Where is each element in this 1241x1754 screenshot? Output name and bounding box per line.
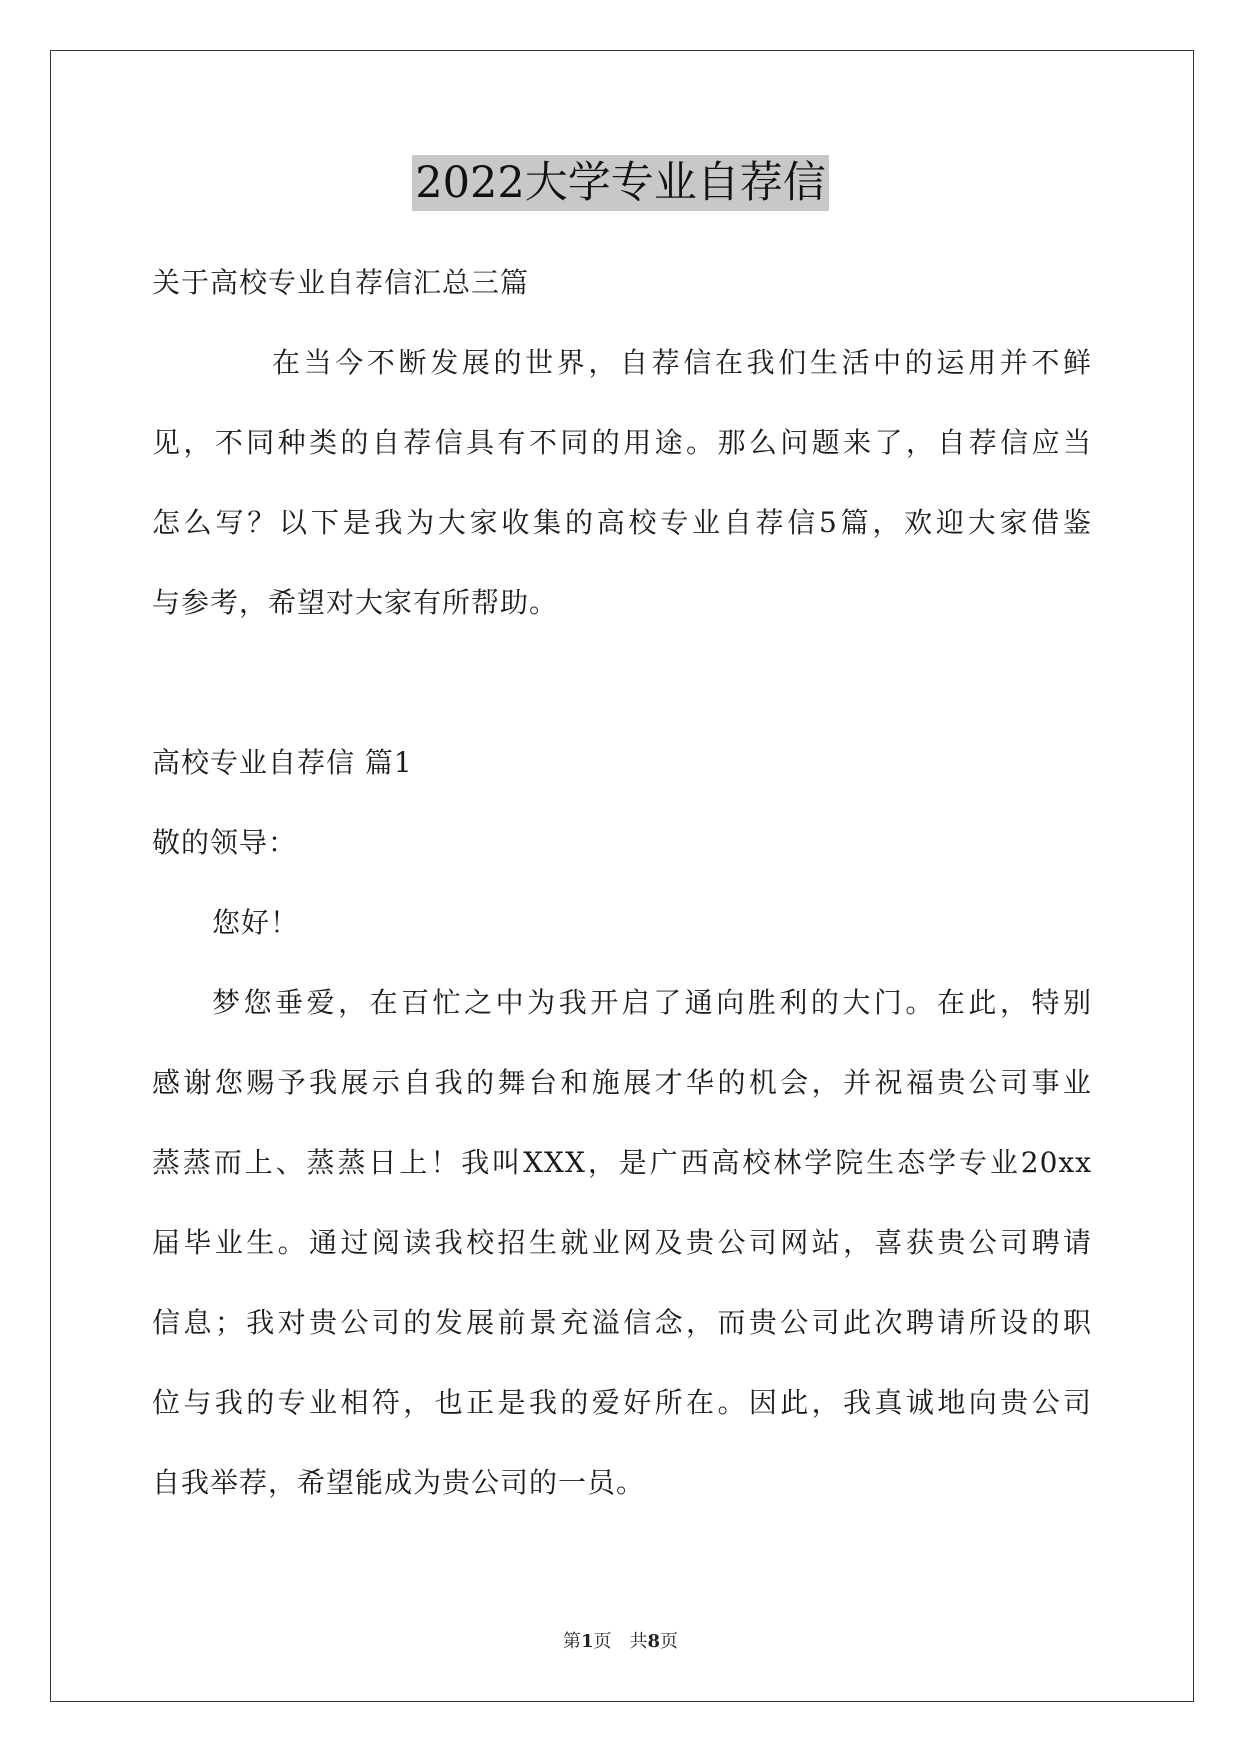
page-footer xyxy=(0,1630,1241,1654)
body-line-3: 蒸蒸而上、蒸蒸日上！我叫XXX，是广西高校林学院生态学专业20xx xyxy=(152,1146,1092,1179)
body-line-7: 自我举荐，希望能成为贵公司的一员。 xyxy=(152,1466,646,1499)
document-title: 2022大学专业自荐信 xyxy=(412,155,828,211)
body-line-1: 梦您垂爱，在百忙之中为我开启了通向胜利的大门。在此，特别 xyxy=(212,986,1092,1019)
body-line-5: 信息；我对贵公司的发展前景充溢信念，而贵公司此次聘请所设的职 xyxy=(152,1306,1092,1339)
greeting: 您好！ xyxy=(212,906,300,939)
title-container xyxy=(0,155,1241,211)
footer-suffix: 页 xyxy=(660,1631,679,1652)
footer-total-pages: 8 xyxy=(647,1631,661,1652)
salutation: 敬的领导： xyxy=(152,826,298,859)
document-subtitle: 关于高校专业自荐信汇总三篇 xyxy=(152,266,530,299)
intro-line-2: 见，不同种类的自荐信具有不同的用途。那么问题来了，自荐信应当 xyxy=(152,426,1092,459)
body-line-6: 位与我的专业相符，也正是我的爱好所在。因此，我真诚地向贵公司 xyxy=(152,1386,1092,1419)
footer-current-page: 1 xyxy=(580,1631,594,1652)
intro-line-3: 怎么写？以下是我为大家收集的高校专业自荐信5篇，欢迎大家借鉴 xyxy=(152,506,1092,539)
intro-line-1: 在当今不断发展的世界，自荐信在我们生活中的运用并不鲜 xyxy=(272,346,1092,379)
footer-mid: 页 共 xyxy=(593,1631,648,1652)
body-line-4: 届毕业生。通过阅读我校招生就业网及贵公司网站，喜获贵公司聘请 xyxy=(152,1226,1092,1259)
intro-line-4: 与参考，希望对大家有所帮助。 xyxy=(152,586,559,619)
section-heading: 高校专业自荐信 篇1 xyxy=(152,746,413,779)
footer-prefix: 第 xyxy=(562,1631,581,1652)
body-line-2: 感谢您赐予我展示自我的舞台和施展才华的机会，并祝福贵公司事业 xyxy=(152,1066,1092,1099)
